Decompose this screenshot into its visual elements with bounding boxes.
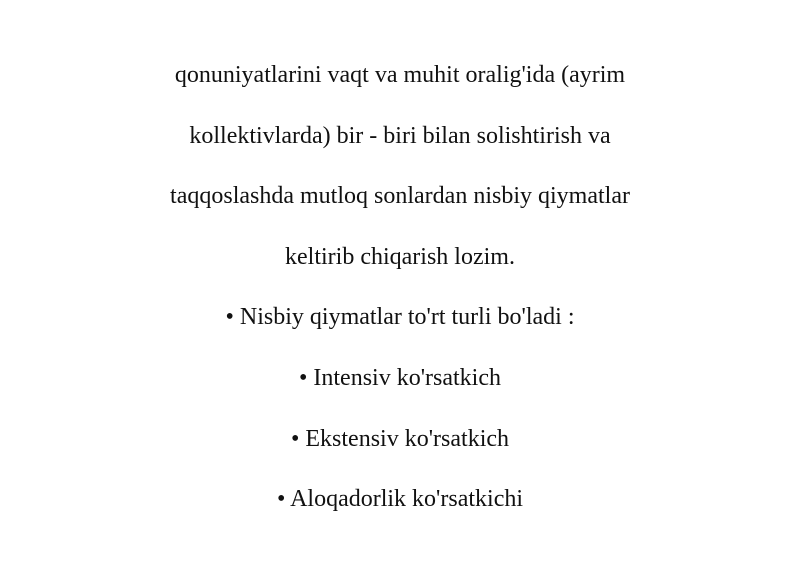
paragraph-line-1: qonuniyatlarini vaqt va muhit oralig'ida (ayrim <box>174 62 626 88</box>
list-item-aloqadorlik: • Aloqadorlik ko'rsatkichi <box>276 486 524 513</box>
list-item-intensiv: • Intensiv ko'rsatkich <box>298 364 502 391</box>
paragraph-line-2: kollektivlarda) bir - biri bilan solishtirish va <box>189 122 611 149</box>
paragraph-line-3: taqqoslashda mutloq sonlardan nisbiy qiymatlar <box>170 183 630 210</box>
document-body <box>0 57 800 542</box>
paragraph-line-4: keltirib chiqarish lozim. <box>285 243 515 270</box>
list-item-ekstensiv: • Ekstensiv ko'rsatkich <box>290 425 510 452</box>
list-intro: • Nisbiy qiymatlar to'rt turli bo'ladi : <box>225 304 575 331</box>
